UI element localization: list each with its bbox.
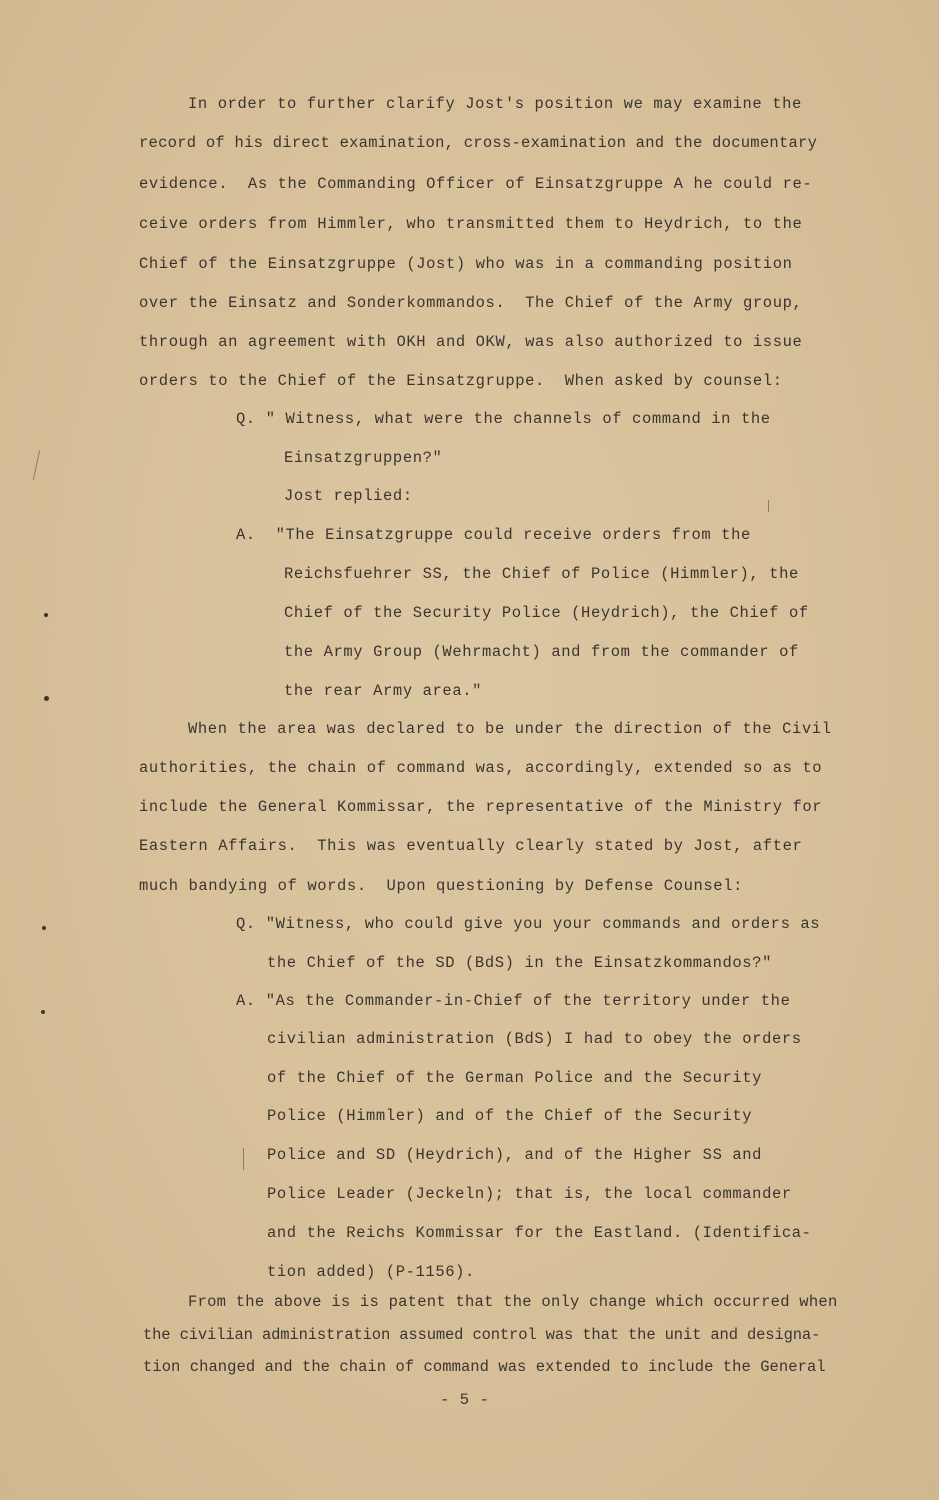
answer-line: the rear Army area." <box>284 682 483 700</box>
answer-line: A. "The Einsatzgruppe could receive orders from the <box>236 526 751 544</box>
text-line: ceive orders from Himmler, who transmitted them to Heydrich, to the <box>139 215 803 233</box>
text-line: record of his direct examination, cross-examination and the documentary <box>139 134 818 152</box>
text-line: the civilian administration assumed control was that the unit and designa- <box>143 1326 821 1344</box>
answer-line: Police Leader (Jeckeln); that is, the local commander <box>267 1185 792 1203</box>
question-line: Q. "Witness, who could give you your commands and orders as <box>236 915 821 933</box>
page-number: - 5 - <box>440 1391 490 1409</box>
paper-mark <box>243 1148 244 1170</box>
answer-line: of the Chief of the German Police and the Security <box>267 1069 763 1087</box>
text-line: Chief of the Einsatzgruppe (Jost) who was in a commanding position <box>139 255 793 273</box>
answer-line: tion added) (P-1156). <box>267 1263 475 1281</box>
answer-line: and the Reichs Kommissar for the Eastland. (Identifica- <box>267 1224 812 1242</box>
answer-line: A. "As the Commander-in-Chief of the territory under the <box>236 992 791 1010</box>
answer-line: the Army Group (Wehrmacht) and from the commander of <box>284 643 799 661</box>
question-line: Einsatzgruppen?" <box>284 449 443 467</box>
text-line: through an agreement with OKH and OKW, was also authorized to issue <box>139 333 803 351</box>
answer-line: civilian administration (BdS) I had to obey the orders <box>267 1030 802 1048</box>
answer-line: Police (Himmler) and of the Chief of the Security <box>267 1107 753 1125</box>
text-line: From the above is is patent that the only change which occurred when <box>188 1293 838 1311</box>
paper-speck <box>44 613 48 617</box>
paper-mark <box>33 450 40 480</box>
text-line: much bandying of words. Upon questioning by Defense Counsel: <box>139 877 743 895</box>
text-line: In order to further clarify Jost's position we may examine the <box>188 95 802 113</box>
text-line: over the Einsatz and Sonderkommandos. The Chief of the Army group, <box>139 294 803 312</box>
paper-speck <box>42 926 46 930</box>
paper-mark <box>768 500 769 512</box>
paper-speck <box>44 696 49 701</box>
text-line: include the General Kommissar, the representative of the Ministry for <box>139 798 823 816</box>
answer-line: Reichsfuehrer SS, the Chief of Police (Himmler), the <box>284 565 799 583</box>
answer-line: Police and SD (Heydrich), and of the Higher SS and <box>267 1146 763 1164</box>
text-line: Jost replied: <box>284 487 413 505</box>
text-line: tion changed and the chain of command was extended to include the General <box>143 1358 826 1376</box>
text-line: Eastern Affairs. This was eventually clearly stated by Jost, after <box>139 837 803 855</box>
text-line: evidence. As the Commanding Officer of Einsatzgruppe A he could re- <box>139 175 813 193</box>
text-line: orders to the Chief of the Einsatzgruppe. When asked by counsel: <box>139 372 783 390</box>
question-line: Q. " Witness, what were the channels of command in the <box>236 410 771 428</box>
text-line: authorities, the chain of command was, accordingly, extended so as to <box>139 759 823 777</box>
question-line: the Chief of the SD (BdS) in the Einsatzkommandos?" <box>267 954 772 972</box>
paper-speck <box>41 1010 45 1014</box>
text-line: When the area was declared to be under the direction of the Civil <box>188 720 832 738</box>
answer-line: Chief of the Security Police (Heydrich), the Chief of <box>284 604 809 622</box>
